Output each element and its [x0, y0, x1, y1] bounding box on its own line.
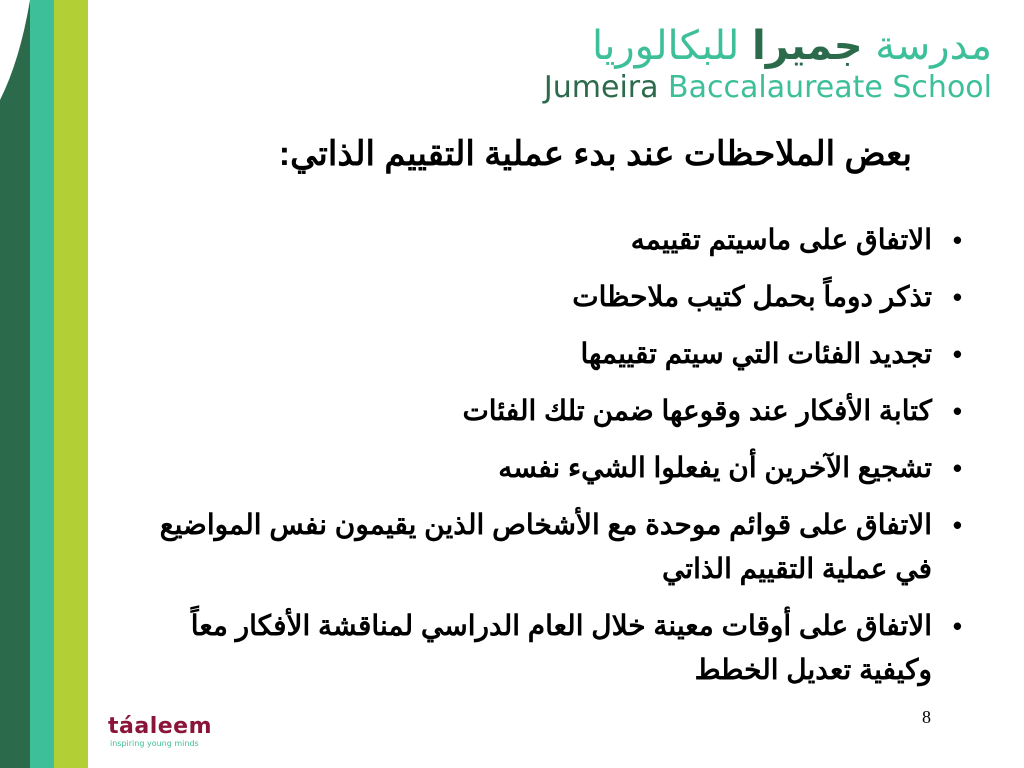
bullet-list [144, 218, 964, 705]
bullet-dot: • [952, 453, 962, 483]
school-logo [544, 22, 992, 106]
list-item: • تجديد الفئات التي سيتم تقييمها [144, 332, 964, 376]
slide-title: بعض الملاحظات عند بدء عملية التقييم الذاتي: [278, 135, 912, 173]
bullet-dot: • [952, 339, 962, 369]
taaleem-logo [108, 715, 212, 749]
list-item: • الاتفاق على ماسيتم تقييمه [144, 218, 964, 262]
list-item: • تذكر دوماً بحمل كتيب ملاحظات [144, 275, 964, 319]
logo-arabic-name: مدرسة جميرا للبكالوريا [592, 23, 992, 69]
bullet-dot: • [952, 611, 962, 641]
bullet-dot: • [952, 396, 962, 426]
list-item: • تشجيع الآخرين أن يفعلوا الشيء نفسه [144, 446, 964, 490]
left-stripe-lime [54, 0, 88, 768]
taaleem-tagline: inspiring young minds [110, 739, 199, 748]
list-item: • الاتفاق على قوائم موحدة مع الأشخاص الذين يقيمون نفس المواضيع في عملية التقييم الذاتي [144, 503, 964, 591]
list-item: • الاتفاق على أوقات معينة خلال العام الدراسي لمناقشة الأفكار معاً وكيفية تعديل الخطط [144, 604, 964, 692]
bullet-dot: • [952, 510, 962, 540]
left-stripe-teal [30, 0, 54, 768]
bullet-dot: • [952, 282, 962, 312]
taaleem-brand-name: táaleem [108, 714, 213, 739]
left-stripe-dark [0, 0, 30, 768]
logo-english-name: Jumeira Baccalaureate School [543, 70, 992, 105]
list-item: • كتابة الأفكار عند وقوعها ضمن تلك الفئات [144, 389, 964, 433]
page-number: 8 [922, 707, 931, 727]
bullet-dot: • [952, 225, 962, 255]
